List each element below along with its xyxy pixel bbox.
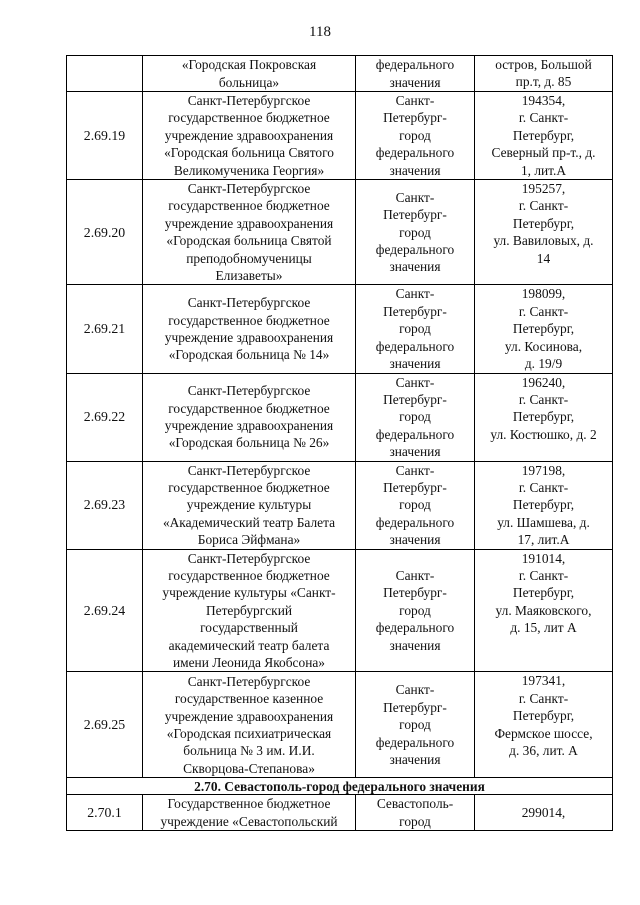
table-row (67, 672, 613, 778)
table-row (67, 549, 613, 672)
page-number: 118 (309, 24, 331, 40)
row-number (67, 56, 143, 92)
row-number: 2.69.23 (67, 461, 143, 549)
federal-subject: Санкт- Петербург- город федерального значения (356, 549, 475, 672)
organization-name: Санкт-Петербургское государственное бюджетное учреждение здравоохранения «Городская больница Святого Великомученика Георгия» (143, 92, 356, 180)
organization-name: Санкт-Петербургское государственное бюджетное учреждение культуры «Санкт- Петербургский государственный академический театр балета имени Леонида Якобсона» (143, 549, 356, 672)
table-row (67, 795, 613, 831)
address: 195257, г. Санкт- Петербург, ул. Вавиловых, д. 14 (475, 180, 613, 285)
row-number: 2.69.25 (67, 672, 143, 778)
row-number: 2.69.24 (67, 549, 143, 672)
table-row (67, 92, 613, 180)
address: остров, Большой пр.т, д. 85 (475, 56, 613, 92)
row-number: 2.69.21 (67, 285, 143, 373)
address: 194354, г. Санкт- Петербург, Северный пр-т., д. 1, лит.А (475, 92, 613, 180)
row-number: 2.69.20 (67, 180, 143, 285)
table-row (67, 56, 613, 92)
row-number: 2.70.1 (67, 795, 143, 831)
organization-name: Санкт-Петербургское государственное бюджетное учреждение культуры «Академический театр Балета Бориса Эйфмана» (143, 461, 356, 549)
federal-subject: Санкт- Петербург- город федерального значения (356, 285, 475, 373)
organization-name: Государственное бюджетное учреждение «Севастопольский (143, 795, 356, 831)
federal-subject: федерального значения (356, 56, 475, 92)
address: 191014, г. Санкт- Петербург, ул. Маяковского, д. 15, лит А (475, 549, 613, 672)
table-row (67, 285, 613, 373)
federal-subject: Санкт- Петербург- город федерального значения (356, 461, 475, 549)
section-heading-row (67, 778, 613, 795)
organizations-table (66, 55, 613, 831)
federal-subject: Санкт- Петербург- город федерального значения (356, 180, 475, 285)
organization-name: Санкт-Петербургское государственное бюджетное учреждение здравоохранения «Городская больница № 14» (143, 285, 356, 373)
federal-subject: Севастополь- город (356, 795, 475, 831)
table-row (67, 373, 613, 461)
organization-name: «Городская Покровская больница» (143, 56, 356, 92)
federal-subject: Санкт- Петербург- город федерального значения (356, 92, 475, 180)
address: 198099, г. Санкт- Петербург, ул. Косинова, д. 19/9 (475, 285, 613, 373)
address: 197341, г. Санкт- Петербург, Фермское шоссе, д. 36, лит. А (475, 672, 613, 778)
organization-name: Санкт-Петербургское государственное бюджетное учреждение здравоохранения «Городская больница Святой преподобномученицы Елизаветы» (143, 180, 356, 285)
table-row (67, 180, 613, 285)
row-number: 2.69.19 (67, 92, 143, 180)
organization-name: Санкт-Петербургское государственное казенное учреждение здравоохранения «Городская психиатрическая больница № 3 им. И.И. Скворцова-Степанова» (143, 672, 356, 778)
section-heading: 2.70. Севастополь-город федерального значения (67, 778, 613, 795)
row-number: 2.69.22 (67, 373, 143, 461)
federal-subject: Санкт- Петербург- город федерального значения (356, 672, 475, 778)
address: 197198, г. Санкт- Петербург, ул. Шамшева, д. 17, лит.А (475, 461, 613, 549)
address: 299014, (475, 795, 613, 831)
organization-name: Санкт-Петербургское государственное бюджетное учреждение здравоохранения «Городская больница № 26» (143, 373, 356, 461)
table-row (67, 461, 613, 549)
address: 196240, г. Санкт- Петербург, ул. Костюшко, д. 2 (475, 373, 613, 461)
federal-subject: Санкт- Петербург- город федерального значения (356, 373, 475, 461)
